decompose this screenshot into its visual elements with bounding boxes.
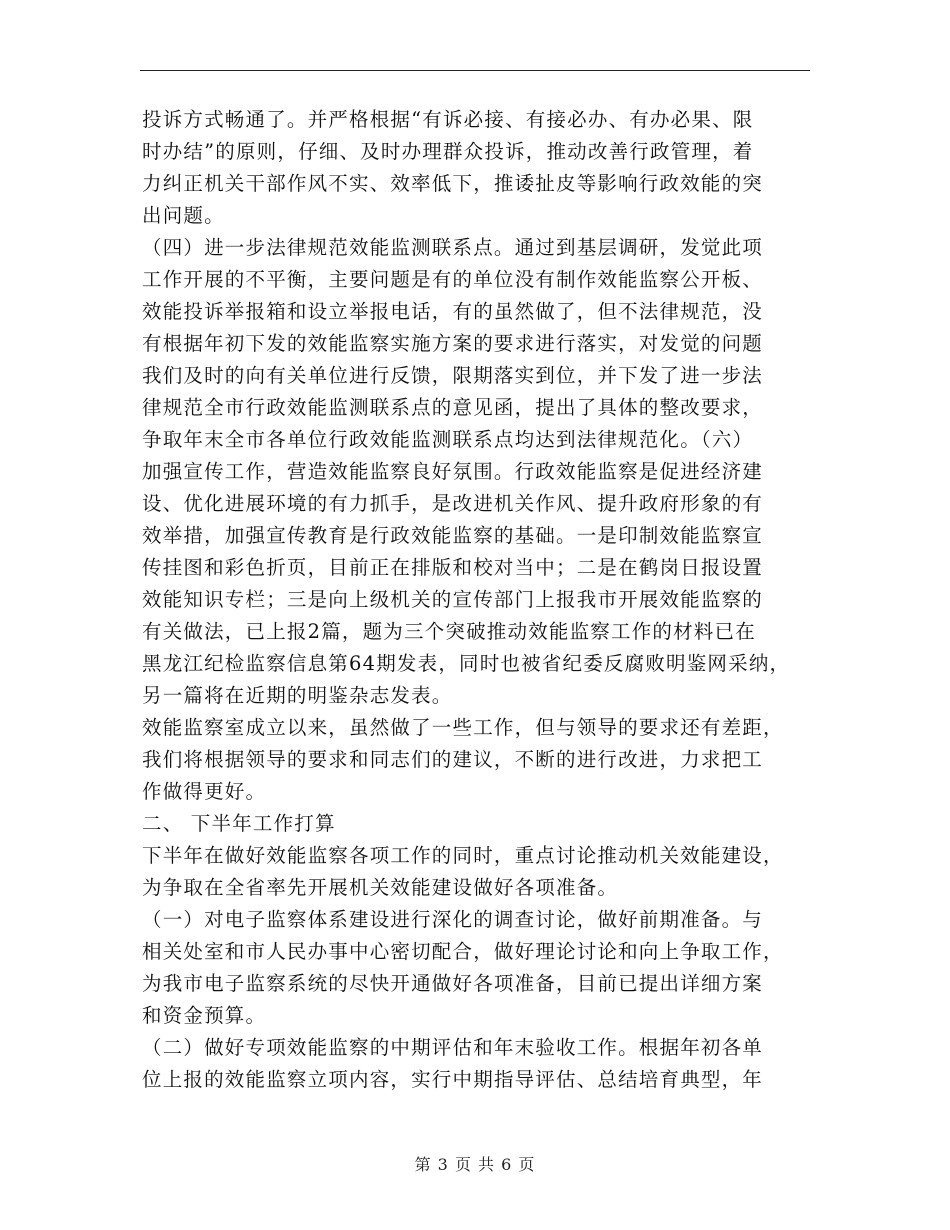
text-line: 律规范全市行政效能监测联系点的意见函，提出了具体的整改要求， — [142, 396, 764, 419]
text-line: 黑龙江纪检监察信息第64期发表，同时也被省纪委反腐败明鉴网采纳， — [142, 652, 791, 675]
text-line: 我们及时的向有关单位进行反馈，限期落实到位，并下发了进一步法 — [142, 364, 764, 387]
text-line: 为争取在全省率先开展机关效能建设做好各项准备。 — [142, 876, 619, 899]
text-line: 出问题。 — [142, 204, 225, 227]
text-line: （一）对电子监察体系建设进行深化的调查讨论，做好前期准备。与 — [142, 908, 764, 931]
text-line: 另一篇将在近期的明鉴杂志发表。 — [142, 684, 453, 707]
text-line: 效能监察室成立以来，虽然做了一些工作，但与领导的要求还有差距， — [142, 716, 784, 739]
text-line: 力纠正机关干部作风不实、效率低下，推诿扯皮等影响行政效能的突 — [142, 172, 764, 195]
section-heading: 二、 下半年工作打算 — [142, 812, 336, 835]
text-line: 位上报的效能监察立项内容，实行中期指导评估、总结培育典型，年 — [142, 1068, 764, 1091]
text-line: 我们将根据领导的要求和同志们的建议，不断的进行改进，力求把工 — [142, 748, 764, 771]
text-line: 时办结”的原则，仔细、及时办理群众投诉，推动改善行政管理，着 — [142, 140, 754, 163]
text-line: 设、优化进展环境的有力抓手，是改进机关作风、提升政府形象的有 — [142, 492, 764, 515]
text-line: 有关做法，已上报2篇，题为三个突破推动效能监察工作的材料已在 — [142, 620, 756, 643]
text-line: 工作开展的不平衡，主要问题是有的单位没有制作效能监察公开板、 — [142, 268, 764, 291]
text-line: 和资金预算。 — [142, 1004, 267, 1027]
text-line: （四）进一步法律规范效能监测联系点。通过到基层调研，发觉此项 — [142, 236, 764, 259]
text-line: 下半年在做好效能监察各项工作的同时，重点讨论推动机关效能建设， — [142, 844, 784, 867]
document-body — [142, 104, 812, 1096]
text-line: 为我市电子监察系统的尽快开通做好各项准备，目前已提出详细方案 — [142, 972, 764, 995]
text-line: 投诉方式畅通了。并严格根据“有诉必接、有接必办、有办必果、限 — [142, 108, 754, 131]
text-line: 争取年末全市各单位行政效能监测联系点均达到法律规范化。（六） — [142, 428, 754, 451]
text-line: 效举措，加强宣传教育是行政效能监察的基础。一是印制效能监察宣 — [142, 524, 764, 547]
text-line: 有根据年初下发的效能监察实施方案的要求进行落实，对发觉的问题 — [142, 332, 764, 355]
text-line: （二）做好专项效能监察的中期评估和年末验收工作。根据年初各单 — [142, 1036, 764, 1059]
text-line: 效能知识专栏；三是向上级机关的宣传部门上报我市开展效能监察的 — [142, 588, 764, 611]
header-rule — [140, 70, 810, 71]
text-line: 加强宣传工作，营造效能监察良好氛围。行政效能监察是促进经济建 — [142, 460, 764, 483]
page-footer: 第 3 页 共 6 页 — [414, 1155, 536, 1174]
text-line: 传挂图和彩色折页，目前正在排版和校对当中；二是在鹤岗日报设置 — [142, 556, 764, 579]
text-line: 相关处室和市人民办事中心密切配合，做好理论讨论和向上争取工作， — [142, 940, 784, 963]
text-line: 作做得更好。 — [142, 780, 267, 803]
text-line: 效能投诉举报箱和设立举报电话，有的虽然做了，但不法律规范，没 — [142, 300, 764, 323]
